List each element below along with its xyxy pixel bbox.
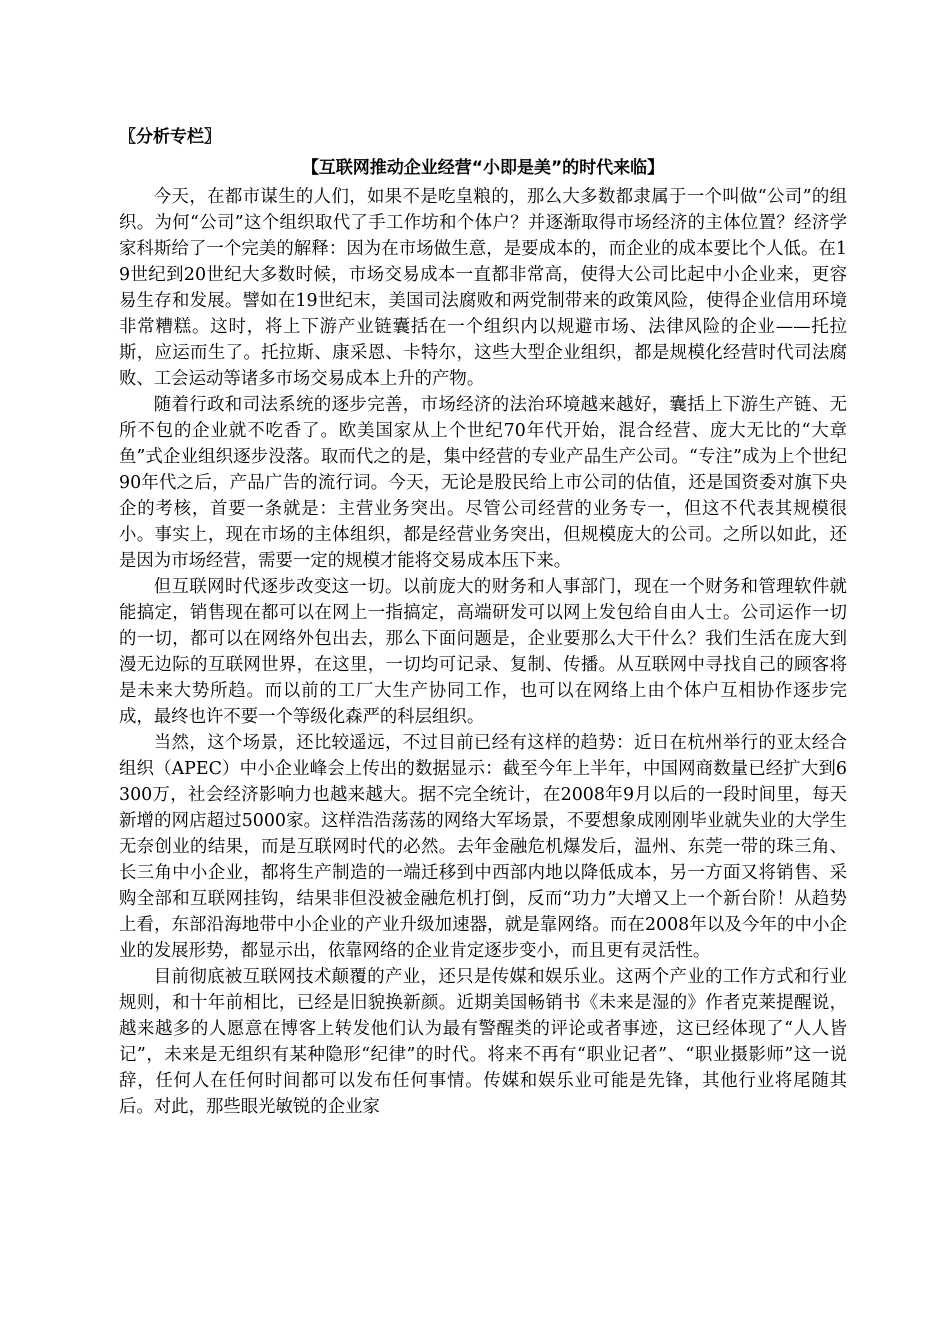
- paragraph-3: 但互联网时代逐步改变这一切。以前庞大的财务和人事部门，现在一个财务和管理软件就能搞定，销售现在都可以在网上一指搞定，高端研发可以网上发包给自由人士。公司运作一切的一切，都可以在网络外包出去，那么下面问题是，企业要那么大干什么？我们生活在庞大到漫无边际的互联网世界，在这里，一切均可记录、复制、传播。从互联网中寻找自己的顾客将是未来大势所趋。而以前的工厂大生产协同工作，也可以在网络上由个体户互相协作逐步完成，最终也许不要一个等级化森严的科层组织。: [119, 577, 847, 727]
- paragraph-4: 当然，这个场景，还比较遥远，不过目前已经有这样的趋势：近日在杭州举行的亚太经合组织（APEC）中小企业峰会上传出的数据显示：截至今年上半年，中国网商数量已经扩大到6300万，社会经济影响力也越来越大。据不完全统计，在2008年9月以后的一段时间里，每天新增的网店超过5000家。这样浩浩荡荡的网络大军场景，不要想象成刚刚毕业就失业的大学生无奈创业的结果，而是互联网时代的必然。去年金融危机爆发后，温州、东莞一带的珠三角、长三角中小企业，都将生产制造的一端迁移到中西部内地以降低成本，另一方面又将销售、采购全部和互联网挂钩，结果非但没被金融危机打倒，反而“功力”大增又上一个新台阶！从趋势上看，东部沿海地带中小企业的产业升级加速器，就是靠网络。而在2008年以及今年的中小企业的发展形势，都显示出，依靠网络的企业肯定逐步变小，而且更有灵活性。: [119, 733, 847, 961]
- section-label: 〖分析专栏〗: [119, 127, 221, 147]
- document-page: [119, 122, 847, 1120]
- paragraph-2: 随着行政和司法系统的逐步完善，市场经济的法治环境越来越好，囊括上下游生产链、无所不包的企业就不吃香了。欧美国家从上个世纪70年代开始，混合经营、庞大无比的“大章鱼”式企业组织逐步没落。取而代之的是，集中经营的专业产品生产公司。“专注”成为上个世纪90年代之后，产品广告的流行词。今天，无论是股民给上市公司的估值，还是国资委对旗下央企的考核，首要一条就是：主营业务突出。尽管公司经营的业务专一，但这不代表其规模很小。事实上，现在市场的主体组织，都是经营业务突出，但规模庞大的公司。之所以如此，还是因为市场经营，需要一定的规模才能将交易成本压下来。: [119, 395, 847, 571]
- article-title: 【互联网推动企业经营“小即是美”的时代来临】: [301, 158, 665, 178]
- paragraph-5: 目前彻底被互联网技术颠覆的产业，还只是传媒和娱乐业。这两个产业的工作方式和行业规则，和十年前相比，已经是旧貌换新颜。近期美国畅销书《未来是湿的》作者克莱提醒说，越来越多的人愿意在博客上转发他们认为最有警醒类的评论或者事迹，这已经体现了“人人皆记”，未来是无组织有某种隐形“纪律”的时代。将来不再有“职业记者”、“职业摄影师”这一说辞，任何人在任何时间都可以发布任何事情。传媒和娱乐业可能是先锋，其他行业将尾随其后。对此，那些眼光敏锐的企业家: [119, 967, 847, 1117]
- paragraph-1: 今天，在都市谋生的人们，如果不是吃皇粮的，那么大多数都隶属于一个叫做“公司”的组织。为何“公司”这个组织取代了手工作坊和个体户？并逐渐取得市场经济的主体位置？经济学家科斯给了一个完美的解释：因为在市场做生意，是要成本的，而企业的成本要比个人低。在19世纪到20世纪大多数时候，市场交易成本一直都非常高，使得大公司比起中小企业来，更容易生存和发展。譬如在19世纪末，美国司法腐败和两党制带来的政策风险，使得企业信用环境非常糟糕。这时，将上下游产业链囊括在一个组织内以规避市场、法律风险的企业——托拉斯，应运而生了。托拉斯、康采恩、卡特尔，这些大型企业组织，都是规模化经营时代司法腐败、工会运动等诸多市场交易成本上升的产物。: [119, 187, 847, 389]
